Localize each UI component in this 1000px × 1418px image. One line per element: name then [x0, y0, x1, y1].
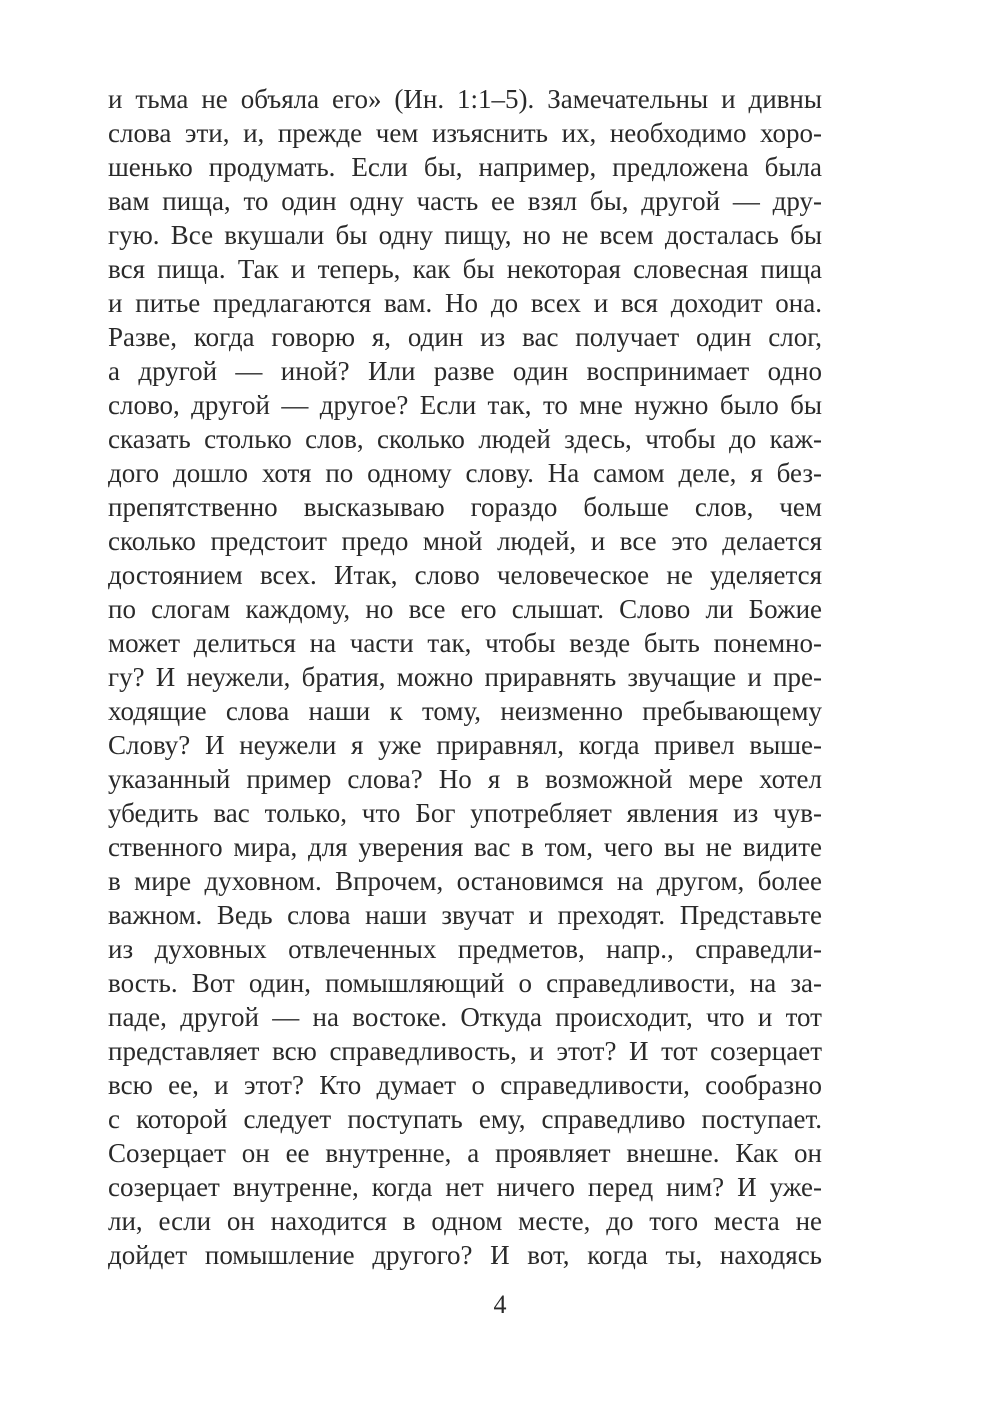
text-line: дойдет помышление другого? И вот, когда ты, находясь: [108, 1240, 822, 1270]
text-line: Разве, когда говорю я, один из вас получает один слог,: [108, 322, 822, 352]
text-line: вся пища. Так и теперь, как бы некоторая словесная пища: [108, 254, 822, 284]
text-line: сколько предстоит предо мной людей, и все это делается: [108, 526, 822, 556]
body-text: [108, 82, 822, 1272]
text-line: а другой — иной? Или разве один воспринимает одно: [108, 356, 822, 386]
text-line: ственного мира, для уверения вас в том, чего вы не видите: [108, 832, 822, 862]
text-line: ходящие слова наши к тому, неизменно пребывающему: [108, 696, 822, 726]
text-line: сказать столько слов, сколько людей здесь, чтобы до каж-: [108, 424, 822, 454]
text-line: шенько продумать. Если бы, например, предложена была: [108, 152, 822, 182]
text-line: из духовных отвлеченных предметов, напр., справедли-: [108, 934, 822, 964]
text-line: Слову? И неужели я уже приравнял, когда привел выше-: [108, 730, 822, 760]
text-line: гую. Все вкушали бы одну пищу, но не всем досталась бы: [108, 220, 822, 250]
page-number: 4: [493, 1290, 507, 1319]
text-line: достоянием всех. Итак, слово человеческое не уделяется: [108, 560, 822, 590]
text-line: представляет всю справедливость, и этот? И тот созерцает: [108, 1036, 822, 1066]
text-line: слова эти, и, прежде чем изъяснить их, необходимо хоро-: [108, 118, 822, 148]
text-line: паде, другой — на востоке. Откуда происходит, что и тот: [108, 1002, 822, 1032]
text-line: убедить вас только, что Бог употребляет явления из чув-: [108, 798, 822, 828]
text-line: Созерцает он ее внутренне, а проявляет внешне. Как он: [108, 1138, 822, 1168]
text-line: созерцает внутренне, когда нет ничего перед ним? И уже-: [108, 1172, 822, 1202]
text-line: вость. Вот один, помышляющий о справедливости, на за-: [108, 968, 822, 998]
text-line: вам пища, то один одну часть ее взял бы, другой — дру-: [108, 186, 822, 216]
text-line: по слогам каждому, но все его слышат. Слово ли Божие: [108, 594, 822, 624]
text-line: ли, если он находится в одном месте, до того места не: [108, 1206, 822, 1236]
text-line: в мире духовном. Впрочем, остановимся на другом, более: [108, 866, 822, 896]
text-line: гу? И неужели, братия, можно приравнять звучащие и пре-: [108, 662, 822, 692]
text-line: всю ее, и этот? Кто думает о справедливости, сообразно: [108, 1070, 822, 1100]
text-line: и питье предлагаются вам. Но до всех и вся доходит она.: [108, 288, 822, 318]
text-line: препятственно высказываю гораздо больше слов, чем: [108, 492, 822, 522]
text-line: дого дошло хотя по одному слову. На самом деле, я без-: [108, 458, 822, 488]
text-line: и тьма не объяла его» (Ин. 1:1–5). Замечательны и дивны: [108, 84, 822, 114]
text-line: указанный пример слова? Но я в возможной мере хотел: [108, 764, 822, 794]
text-line: важном. Ведь слова наши звучат и преходят. Представьте: [108, 900, 822, 930]
text-line: может делиться на части так, чтобы везде быть понемно-: [108, 628, 822, 658]
text-line: слово, другой — другое? Если так, то мне нужно было бы: [108, 390, 822, 420]
text-line: с которой следует поступать ему, справедливо поступает.: [108, 1104, 822, 1134]
